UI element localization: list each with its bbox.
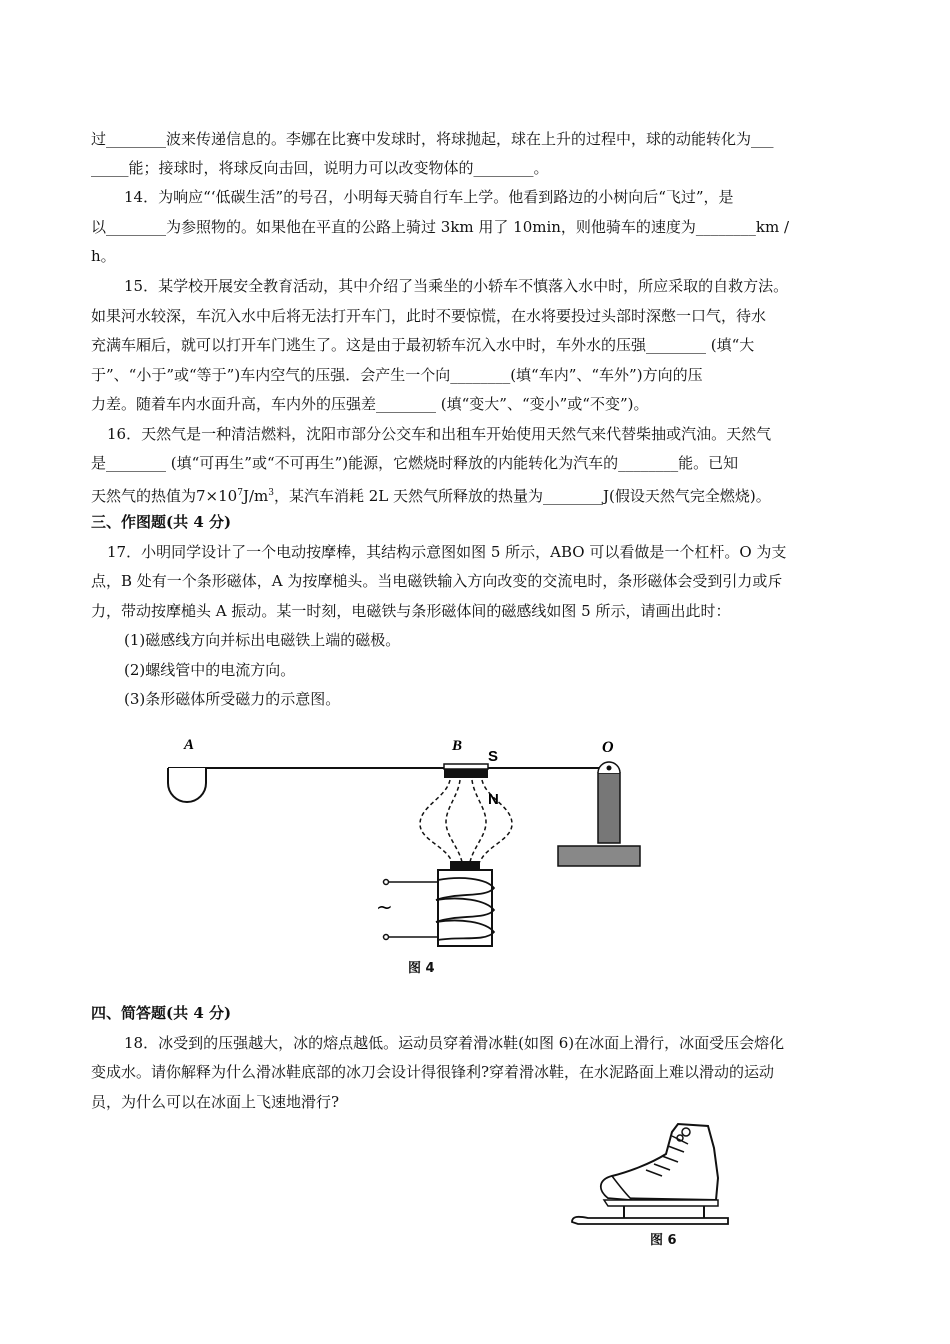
q18-line-1: 18．冰受到的压强越大，冰的熔点越低。运动员穿着滑冰鞋(如图 6)在冰面上滑行，冰面受压会熔化 <box>124 1034 785 1052</box>
field-line-left-inner <box>446 780 462 862</box>
label-s-pole: S <box>488 748 499 765</box>
q15-line-5: 力差。随着车内水面升高，车内外的压强差________ (填“变大”、“变小”或“不变”)。 <box>91 395 649 413</box>
q16-line-1: 16．天然气是一种清洁燃料，沈阳市部分公交车和出租车开始使用天然气来代替柴抽或汽油。天然气 <box>107 425 772 443</box>
q16-exponent-3: 3 <box>268 488 274 498</box>
q16-line-3-post: ，某汽车消耗 2L 天然气所释放的热量为________J(假设天然气完全燃烧)。 <box>273 487 771 505</box>
q13-line-2: _____能；接球时，将球反向击回，说明力可以改变物体的________。 <box>91 159 549 177</box>
pivot-post <box>598 773 620 843</box>
q17-line-3: 力，带动按摩槌头 A 振动。某一时刻，电磁铁与条形磁体间的磁感线如图 5 所示，请画出此时： <box>91 602 731 620</box>
terminal-top <box>384 880 389 885</box>
label-a: A <box>184 737 195 753</box>
label-n-pole: N <box>488 791 499 808</box>
q17-sub-3: (3)条形磁体所受磁力的示意图。 <box>124 690 341 708</box>
q15-line-1: 15．某学校开展安全教育活动，其中介绍了当乘坐的小轿车不慎落入水中时，所应采取的自救方法。 <box>124 277 789 295</box>
q14-line-3: h。 <box>91 247 116 265</box>
bar-magnet-top <box>444 764 488 769</box>
field-line-right-inner <box>470 780 486 862</box>
ac-symbol: ~ <box>376 895 393 919</box>
q13-line-1: 过________波来传递信息的。李娜在比赛中发球时，将球抛起，球在上升的过程中，球的动能转化为___ <box>91 130 774 148</box>
q17-sub-1: (1)磁感线方向并标出电磁铁上端的磁极。 <box>124 631 401 649</box>
q16-exponent-7: 7 <box>237 488 243 498</box>
q16-line-2: 是________ (填“可再生”或“不可再生”)能源，它燃烧时释放的内能转化为汽车的________能。已知 <box>91 454 739 472</box>
field-line-left-outer <box>420 780 452 862</box>
q17-line-1: 17．小明同学设计了一个电动按摩棒，其结构示意图如图 5 所示，ABO 可以看做是一个杠杆。O 为支 <box>107 543 787 561</box>
terminal-bottom <box>384 935 389 940</box>
q14-line-1: 14．为响应“‘低碳生活”的号召，小明每天骑自行车上学。他看到路边的小树向后“飞过”，是 <box>124 188 734 206</box>
pivot-base <box>558 846 640 866</box>
figure-6-caption: 图 6 <box>650 1233 677 1248</box>
pivot-point <box>607 766 612 771</box>
q18-line-2: 变成水。请你解释为什么滑冰鞋底部的冰刀会设计得很锋利?穿着滑冰鞋，在水泥路面上难以滑动的运动 <box>91 1063 775 1081</box>
q14-line-2: 以________为参照物的。如果他在平直的公路上骑过 3km 用了 10min，则他骑车的速度为________km / <box>91 218 790 236</box>
q15-line-3: 充满车厢后，就可以打开车门逃生了。这是由于最初轿车沉入水中时，车外水的压强________ (填“大 <box>91 336 755 354</box>
skate-sole <box>604 1200 718 1206</box>
q18-line-3: 员，为什么可以在冰面上飞速地滑行? <box>91 1093 340 1111</box>
section-3-title: 三、作图题(共 4 分) <box>91 513 232 531</box>
q15-line-4: 于”、“小于”或“等于”)车内空气的压强．会产生一个向________(填“车内”、“车外”)方向的压 <box>91 366 703 384</box>
q17-sub-2: (2)螺线管中的电流方向。 <box>124 661 296 679</box>
section-4-title: 四、简答题(共 4 分) <box>91 1004 232 1022</box>
q16-line-3 <box>91 483 771 506</box>
label-o: O <box>602 739 614 756</box>
skate-blade <box>572 1217 728 1224</box>
figure-4-diagram <box>150 728 660 978</box>
electromagnet-core-top <box>450 861 480 870</box>
bar-magnet-bottom <box>444 769 488 778</box>
massage-hammer-head <box>168 768 206 802</box>
label-b: B <box>452 738 463 754</box>
q17-line-2: 点，B 处有一个条形磁体，A 为按摩槌头。当电磁铁输入方向改变的交流电时，条形磁体会受到引力或斥 <box>91 572 783 590</box>
figure-4-caption: 图 4 <box>408 961 435 976</box>
figure-6-ice-skate <box>568 1118 738 1230</box>
q16-line-3-pre: 天然气的热值为7×10 <box>91 487 238 505</box>
q15-line-2: 如果河水较深，车沉入水中后将无法打开车门，此时不要惊慌，在水将要投过头部时深憋一口气，待水 <box>91 307 767 325</box>
q16-unit: J/m <box>242 487 269 505</box>
